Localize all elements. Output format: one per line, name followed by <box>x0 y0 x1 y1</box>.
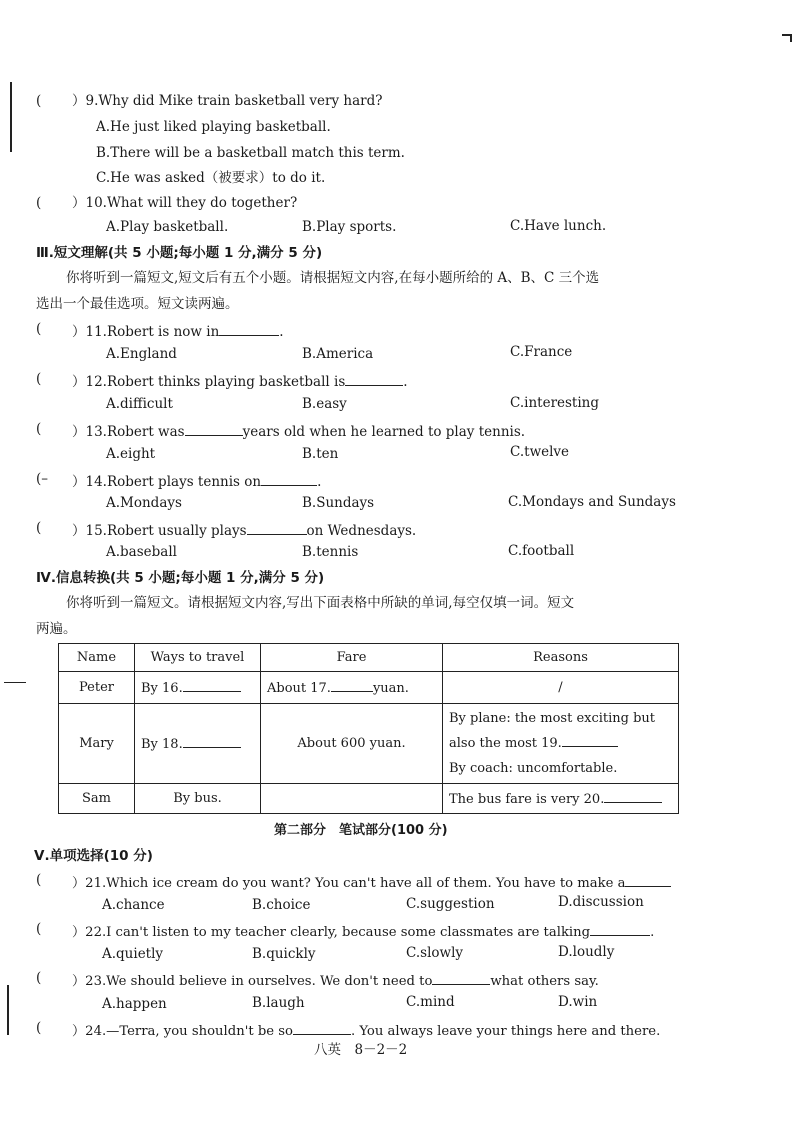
question-10-option-a: A.Play basketball. <box>106 219 229 235</box>
answer-blank[interactable] <box>604 790 662 803</box>
margin-line <box>10 82 12 152</box>
question-22-option-d: D.loudly <box>558 944 615 960</box>
table-cell-reason: The bus fare is very 20. <box>443 784 679 814</box>
question-22-option-b: B.quickly <box>252 946 316 962</box>
section-5-title: Ⅴ.单项选择(10 分) <box>34 848 153 864</box>
table-cell-name: Mary <box>59 704 135 784</box>
question-10-option-c: C.Have lunch. <box>510 218 607 234</box>
info-table <box>58 643 679 814</box>
table-cell-name: Peter <box>59 672 135 704</box>
question-22-option-a: A.quietly <box>102 946 164 962</box>
question-11-option-c: C.France <box>510 344 573 360</box>
table-cell-fare <box>261 784 443 814</box>
section-4-title: Ⅳ.信息转换(共 5 小题;每小题 1 分,满分 5 分) <box>36 570 325 586</box>
table-header: Reasons <box>443 644 679 672</box>
question-9-option-b: B.There will be a basketball match this term. <box>96 145 405 161</box>
table-row <box>59 704 679 784</box>
question-9-option-a: A.He just liked playing basketball. <box>96 119 331 135</box>
table-cell-way: By bus. <box>135 784 261 814</box>
question-21-option-b: B.choice <box>252 897 311 913</box>
reason-line: By plane: the most exciting but <box>449 711 656 726</box>
question-12-stem: ）12.Robert thinks playing basketball is . <box>72 374 408 390</box>
answer-paren: ( <box>36 970 42 986</box>
answer-paren: ( <box>36 921 42 937</box>
answer-blank[interactable] <box>590 923 650 936</box>
reason-line: By coach: uncomfortable. <box>449 761 618 776</box>
question-23-stem: ）23.We should believe in ourselves. We don't need to what others say. <box>72 974 599 989</box>
answer-paren: ( <box>36 321 42 337</box>
question-21-option-a: A.chance <box>102 897 165 913</box>
question-21-option-c: C.suggestion <box>406 896 495 912</box>
answer-blank[interactable] <box>293 1022 351 1035</box>
reason-line: also the most 19. <box>449 731 672 756</box>
table-cell-reason <box>443 704 679 784</box>
section-4-instruction: 两遍。 <box>36 621 77 637</box>
question-9-option-c: C.He was asked（被要求）to do it. <box>96 170 326 186</box>
question-14-stem: ）14.Robert plays tennis on . <box>72 474 322 490</box>
answer-blank[interactable] <box>183 679 241 692</box>
table-header: Fare <box>261 644 443 672</box>
page-footer: 八英 8－2－2 <box>314 1042 408 1058</box>
table-cell-way: By 16. <box>135 672 261 704</box>
corner-mark <box>790 34 792 42</box>
section-3-instruction: 你将听到一篇短文,短文后有五个小题。请根据短文内容,在每小题所给的 A、B、C 三个选 <box>66 270 600 286</box>
table-cell-way: By 18. <box>135 704 261 784</box>
table-cell-fare: About 600 yuan. <box>261 704 443 784</box>
table-header-row <box>59 644 679 672</box>
answer-blank[interactable] <box>219 323 279 336</box>
part-2-title: 第二部分 笔试部分(100 分) <box>274 823 448 838</box>
table-cell-name: Sam <box>59 784 135 814</box>
question-14-option-a: A.Mondays <box>106 495 182 511</box>
question-15-stem: ）15.Robert usually plays on Wednesdays. <box>72 523 417 539</box>
question-10-option-b: B.Play sports. <box>302 219 397 235</box>
answer-blank[interactable] <box>261 473 317 486</box>
answer-blank[interactable] <box>183 735 241 748</box>
section-4-instruction: 你将听到一篇短文。请根据短文内容,写出下面表格中所缺的单词,每空仅填一词。短文 <box>66 595 575 611</box>
question-23-option-a: A.happen <box>102 996 167 1012</box>
table-cell-fare: About 17. yuan. <box>261 672 443 704</box>
answer-paren: ( <box>36 371 42 387</box>
question-12-option-b: B.easy <box>302 396 347 412</box>
margin-tick <box>4 682 26 683</box>
question-21-stem: ）21.Which ice cream do you want? You can't have all of them. You have to make a <box>72 874 671 890</box>
question-12-option-c: C.interesting <box>510 395 600 411</box>
question-21-option-d: D.discussion <box>558 894 644 910</box>
answer-blank[interactable] <box>432 972 490 985</box>
table-row <box>59 672 679 704</box>
answer-paren: ( <box>36 1020 42 1036</box>
answer-blank[interactable] <box>562 734 618 747</box>
section-3-title: Ⅲ.短文理解(共 5 小题;每小题 1 分,满分 5 分) <box>36 245 323 261</box>
question-13-option-a: A.eight <box>106 446 156 462</box>
question-23-option-c: C.mind <box>406 994 455 1010</box>
question-22-option-c: C.slowly <box>406 945 464 961</box>
answer-paren: ( <box>36 520 42 536</box>
answer-blank[interactable] <box>247 522 307 535</box>
answer-paren: ( <box>36 93 42 109</box>
question-22-stem: ）22.I can't listen to my teacher clearly, because some classmates are talking . <box>72 925 655 940</box>
question-23-option-b: B.laugh <box>252 995 305 1011</box>
question-11-option-b: B.America <box>302 346 374 362</box>
question-11-option-a: A.England <box>106 346 177 362</box>
question-11-stem: ）11.Robert is now in . <box>72 324 284 340</box>
question-13-stem: ）13.Robert was years old when he learned to play tennis. <box>72 424 526 440</box>
section-3-instruction: 选出一个最佳选项。短文读两遍。 <box>36 296 239 312</box>
answer-paren: ( <box>36 421 42 437</box>
question-14-option-c: C.Mondays and Sundays <box>508 494 676 510</box>
table-header: Ways to travel <box>135 644 261 672</box>
answer-paren: (– <box>36 471 49 487</box>
question-9-stem: ）9.Why did Mike train basketball very hard? <box>72 93 383 109</box>
table-cell-reason: / <box>443 672 679 704</box>
answer-blank[interactable] <box>185 423 243 436</box>
answer-blank[interactable] <box>625 874 671 887</box>
question-10-stem: ）10.What will they do together? <box>72 195 298 211</box>
answer-blank[interactable] <box>331 679 373 692</box>
question-13-option-c: C.twelve <box>510 444 570 460</box>
question-15-option-a: A.baseball <box>106 544 177 560</box>
answer-paren: ( <box>36 872 42 888</box>
margin-line <box>7 985 9 1035</box>
table-header: Name <box>59 644 135 672</box>
answer-blank[interactable] <box>345 373 403 386</box>
question-24-stem: ）24.—Terra, you shouldn't be so . You always leave your things here and there. <box>72 1024 661 1039</box>
question-13-option-b: B.ten <box>302 446 339 462</box>
answer-paren: ( <box>36 195 42 211</box>
question-23-option-d: D.win <box>558 994 598 1010</box>
table-row <box>59 784 679 814</box>
question-14-option-b: B.Sundays <box>302 495 375 511</box>
question-12-option-a: A.difficult <box>106 396 173 412</box>
question-15-option-c: C.football <box>508 543 575 559</box>
question-15-option-b: B.tennis <box>302 544 359 560</box>
